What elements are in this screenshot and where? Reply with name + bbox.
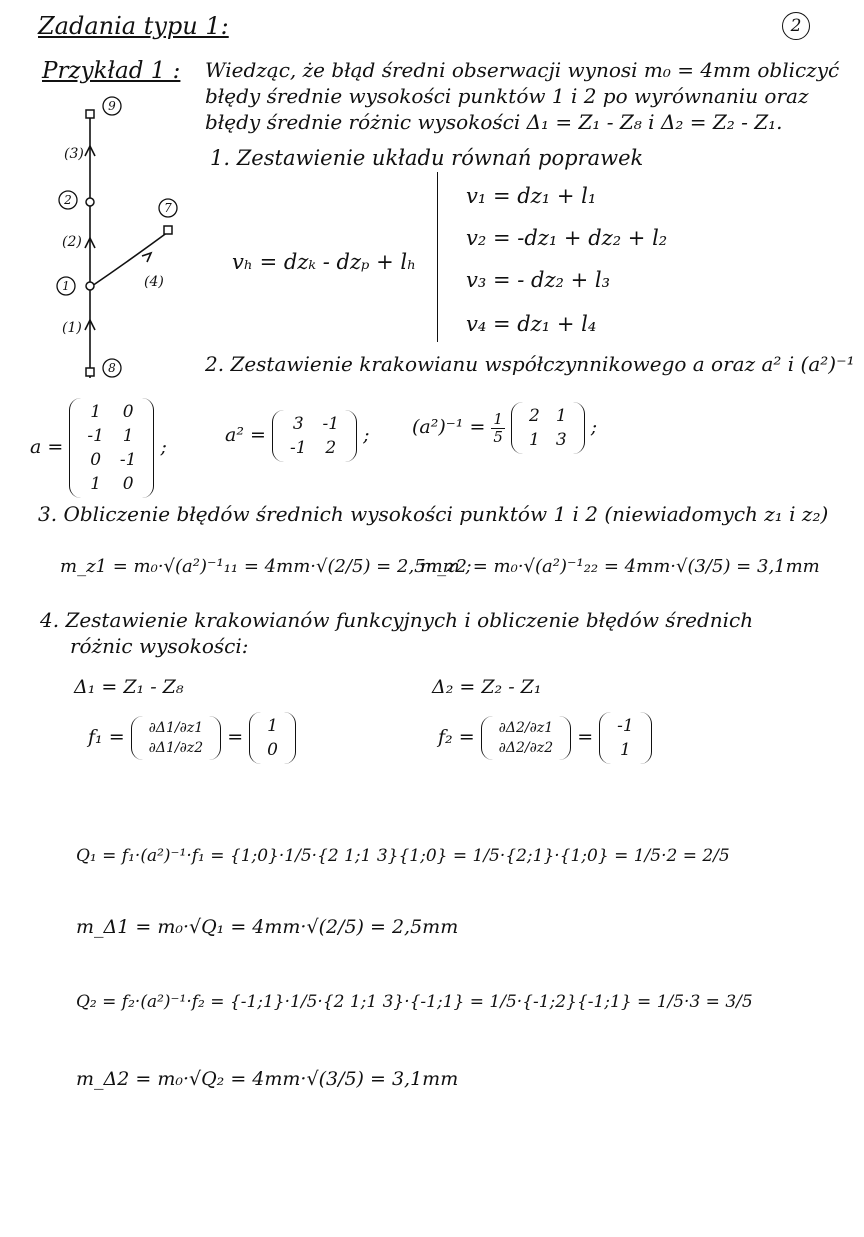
- cell: 1: [90, 474, 102, 494]
- section-3-heading: 3. Obliczenie błędów średnich wysokości punktów 1 i 2 (niewiadomych z₁ i z₂): [38, 502, 829, 526]
- matrix-a: [69, 398, 154, 498]
- page-title: Zadania typu 1:: [38, 12, 229, 40]
- general-correction-equation: vₕ = dzₖ - dzₚ + lₕ: [232, 250, 417, 274]
- problem-line-3: błędy średnie różnic wysokości Δ₁ = Z₁ - Z₈ i Δ₂ = Z₂ - Z₁.: [205, 110, 783, 134]
- cell: 1: [267, 716, 278, 736]
- function-vector-f2: f₂ = ∂Δ2/∂z1 ∂Δ2/∂z2 = -1 1: [438, 712, 652, 764]
- f2-values: [599, 712, 652, 764]
- correction-equation-3: v₃ = - dz₂ + l₃: [466, 268, 611, 292]
- section-4-heading-cont: różnic wysokości:: [70, 634, 249, 658]
- partial-derivative: ∂Δ1/∂z1: [148, 720, 204, 736]
- function-vector-f1: f₁ = ∂Δ1/∂z1 ∂Δ1/∂z2 = 1 0: [88, 712, 296, 764]
- matrix-inverse-label: (a²)⁻¹ =: [412, 416, 486, 438]
- cell: 1: [555, 406, 567, 426]
- cell: 3: [292, 414, 304, 434]
- matrix-inverse-block: (a²)⁻¹ = $\frac{1}{5}$ 2 1 1 3 ;: [412, 402, 597, 454]
- point-label-2: 2: [64, 193, 72, 207]
- obs-label-1: (1): [62, 320, 82, 336]
- matrix-a-block: a = 1 0 -1 1 0 -1 1 0 ;: [30, 398, 167, 498]
- matrix-inverse: [511, 402, 585, 454]
- delta-1-def: Δ₁ = Z₁ - Z₈: [74, 676, 184, 698]
- problem-line-1: Wiedząc, że błąd średni obserwacji wynosi m₀ = 4mm obliczyć: [205, 58, 840, 82]
- obs-label-3: (3): [64, 146, 84, 162]
- q1-computation: Q₁ = f₁·(a²)⁻¹·f₁ = {1;0}·1/5·{2 1;1 3}{1;0} = 1/5·{2;1}·{1;0} = 1/5·2 = 2/5: [76, 846, 730, 866]
- problem-line-2: błędy średnie wysokości punktów 1 i 2 po wyrównaniu oraz: [205, 84, 809, 108]
- partial-derivative: ∂Δ2/∂z2: [498, 740, 554, 756]
- error-delta-1: m_Δ1 = m₀·√Q₁ = 4mm·√(2/5) = 2,5mm: [76, 916, 459, 938]
- partial-derivative: ∂Δ1/∂z2: [148, 740, 204, 756]
- f2-partials: [481, 716, 572, 760]
- factor-numerator: 1: [493, 410, 503, 428]
- cell: 0: [90, 450, 102, 470]
- cell: -1: [119, 450, 137, 470]
- q2-computation: Q₂ = f₂·(a²)⁻¹·f₂ = {-1;1}·1/5·{2 1;1 3}·{-1;1} = 1/5·{-1;2}{-1;1} = 1/5·3 = 3/5: [76, 992, 753, 1012]
- matrix-a2: [272, 410, 357, 462]
- cell: 0: [267, 740, 278, 760]
- section-2-heading: 2. Zestawienie krakowianu współczynnikowego a oraz a² i (a²)⁻¹: [205, 352, 855, 376]
- page-number: 2: [782, 12, 810, 40]
- f1-values: [249, 712, 296, 764]
- point-label-1: 1: [62, 279, 70, 293]
- matrix-a-label: a =: [30, 436, 64, 458]
- point-label-7: 7: [164, 201, 172, 215]
- cell: 0: [122, 402, 134, 422]
- correction-equation-1: v₁ = dz₁ + l₁: [466, 184, 597, 208]
- cell: 1: [122, 426, 134, 446]
- cell: 2: [529, 406, 540, 426]
- example-label: Przykład 1 :: [42, 58, 181, 84]
- cell: -1: [322, 414, 340, 434]
- point-label-9: 9: [108, 99, 116, 113]
- section-1-heading: 1. Zestawienie układu równań poprawek: [210, 146, 644, 170]
- leveling-network-diagram: [50, 90, 200, 390]
- cell: -1: [87, 426, 104, 446]
- inverse-factor: [491, 411, 505, 445]
- correction-equation-4: v₄ = dz₁ + l₄: [466, 312, 597, 336]
- section-4-heading: 4. Zestawienie krakowianów funkcyjnych i obliczenie błędów średnich: [40, 608, 754, 632]
- equations-divider: [437, 172, 438, 342]
- correction-equation-2: v₂ = -dz₁ + dz₂ + l₂: [466, 226, 668, 250]
- matrix-a2-label: a² =: [225, 424, 266, 446]
- error-z1: m_z1 = m₀·√(a²)⁻¹₁₁ = 4mm·√(2/5) = 2,5mm ;: [60, 556, 472, 577]
- matrix-a2-block: a² = 3 -1 -1 2 ;: [225, 410, 370, 462]
- f2-label: f₂ =: [438, 726, 475, 748]
- cell: 0: [122, 474, 134, 494]
- cell: -1: [617, 716, 634, 736]
- f1-label: f₁ =: [88, 726, 125, 748]
- f1-partials: [131, 716, 222, 760]
- point-label-8: 8: [108, 361, 116, 375]
- cell: 1: [90, 402, 102, 422]
- delta-2-def: Δ₂ = Z₂ - Z₁: [432, 676, 542, 698]
- error-z2: m_z2 = m₀·√(a²)⁻¹₂₂ = 4mm·√(3/5) = 3,1mm: [420, 556, 820, 577]
- cell: -1: [289, 438, 307, 458]
- cell: 1: [529, 430, 540, 450]
- partial-derivative: ∂Δ2/∂z1: [498, 720, 554, 736]
- obs-label-2: (2): [62, 234, 82, 250]
- cell: 2: [325, 438, 337, 458]
- error-delta-2: m_Δ2 = m₀·√Q₂ = 4mm·√(3/5) = 3,1mm: [76, 1068, 459, 1090]
- obs-label-4: (4): [144, 274, 164, 290]
- factor-denominator: 5: [493, 427, 503, 446]
- cell: 3: [555, 430, 567, 450]
- cell: 1: [620, 740, 631, 760]
